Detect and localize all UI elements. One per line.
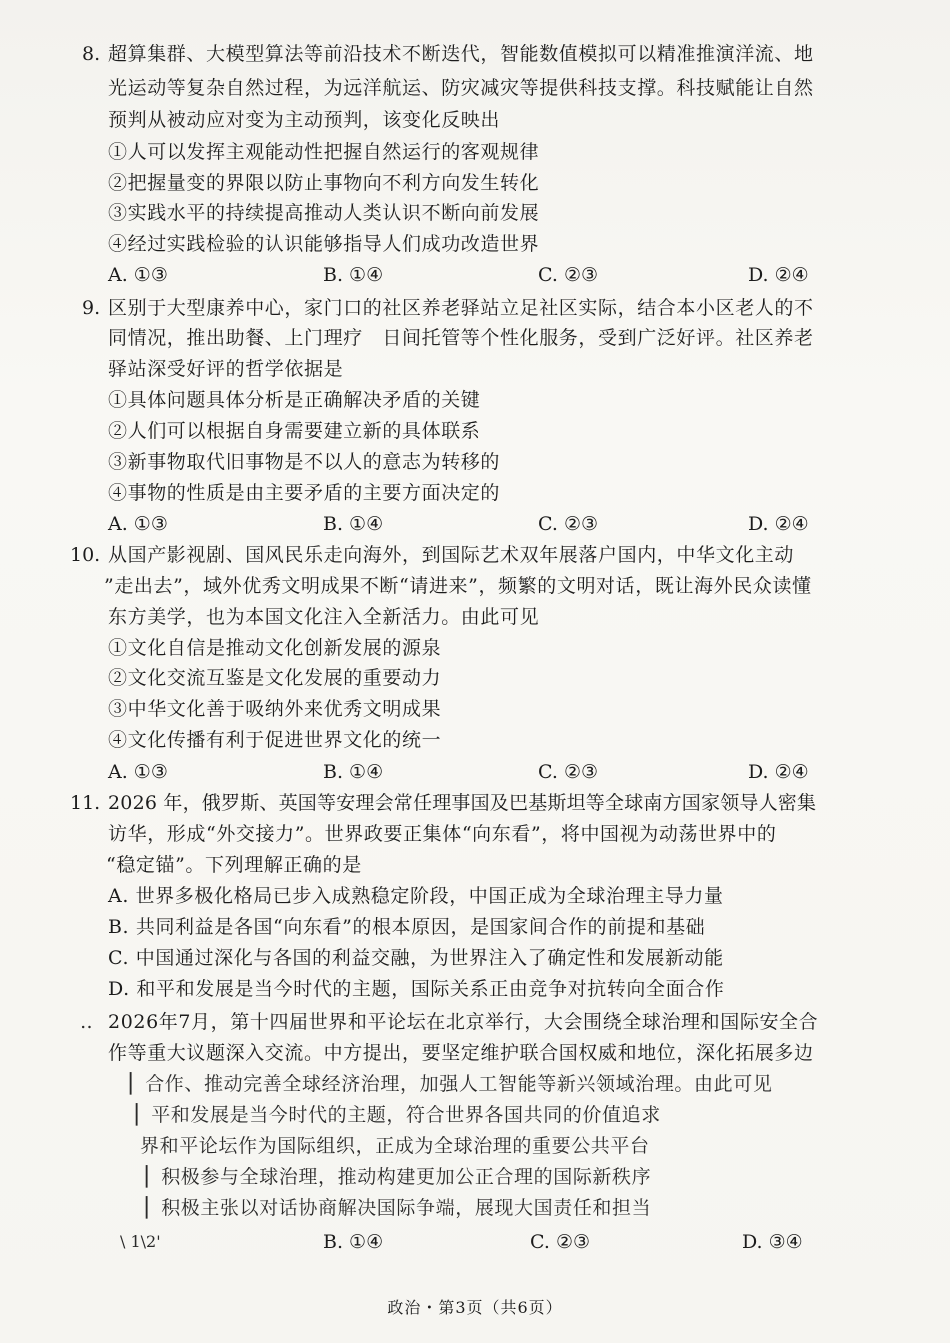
question-stem: “稳定锚”。下列理解正确的是 [106,854,362,876]
choice-b: B. ①④ [323,1231,384,1253]
choice-a: A. 世界多极化格局已步入成熟稳定阶段，中国正成为全球治理主导力量 [108,885,724,907]
statement-item: ③中华文化善于吸纳外来优秀文明成果 [108,698,442,720]
statement-item: ①文化自信是推动文化创新发展的源泉 [108,637,442,659]
choice-b: B. ①④ [323,513,384,535]
question-stem: 2026 年，俄罗斯、英国等安理会常任理事国及巴基斯坦等全球南方国家领导人密集 [108,792,817,814]
question-stem: 超算集群、大模型算法等前沿技术不断迭代，智能数值模拟可以精准推演洋流、地 [108,43,814,65]
choice-b: B. ①④ [323,264,384,286]
question-number: 11. [70,792,101,814]
question-number: 9. [82,297,101,319]
question-number: 8. [82,43,101,65]
question-stem: 作等重大议题深入交流。中方提出，要坚定维护联合国权威和地位，深化拓展多边 [108,1042,814,1064]
choice-a: \ 1\2' [120,1232,161,1251]
choice-c: C. 中国通过深化与各国的利益交融，为世界注入了确定性和发展新动能 [108,947,724,969]
question-stem: 光运动等复杂自然过程，为远洋航运、防灾减灾等提供科技支撑。科技赋能让自然 [108,77,814,99]
choice-d: D. ③④ [742,1231,803,1253]
question-stem: ▏合作、推动完善全球经济治理，加强人工智能等新兴领域治理。由此可见 [130,1073,773,1095]
question-stem: 预判从被动应对变为主动预判，该变化反映出 [108,109,501,131]
choice-c: C. ②③ [538,513,599,535]
question-number: 10. [70,544,101,566]
statement-item: ③新事物取代旧事物是不以人的意志为转移的 [108,451,501,473]
question-stem: 从国产影视剧、国风民乐走向海外，到国际艺术双年展落户国内，中华文化主动 [108,544,795,566]
question-stem: 东方美学，也为本国文化注入全新活力。由此可见 [108,606,540,628]
choice-b: B. 共同利益是各国“向东看”的根本原因，是国家间合作的前提和基础 [108,916,706,938]
choice-d: D. ②④ [748,761,809,783]
statement-item: ▏平和发展是当今时代的主题，符合世界各国共同的价值追求 [136,1104,661,1126]
statement-item: ①具体问题具体分析是正确解决矛盾的关键 [108,389,481,411]
question-stem: 访华，形成“外交接力”。世界政要正集体“向东看”，将中国视为动荡世界中的 [108,823,777,845]
question-stem: 驿站深受好评的哲学依据是 [108,358,344,380]
choice-d: D. ②④ [748,264,809,286]
statement-item: ③实践水平的持续提高推动人类认识不断向前发展 [108,202,540,224]
statement-item: ②文化交流互鉴是文化发展的重要动力 [108,667,442,689]
statement-item: ②把握量变的界限以防止事物向不利方向发生转化 [108,172,540,194]
question-stem: 同情况，推出助餐、上门理疗 日间托管等个性化服务，受到广泛好评。社区养老 [108,327,814,349]
page-footer: 政治・第3页（共6页） [387,1298,563,1317]
statement-item: ②人们可以根据自身需要建立新的具体联系 [108,420,481,442]
statement-item: ▏积极主张以对话协商解决国际争端，展现大国责任和担当 [146,1197,652,1219]
choice-c: C. ②③ [538,761,599,783]
choice-a: A. ①③ [108,513,168,535]
statement-item: ▏积极参与全球治理，推动构建更加公正合理的国际新秩序 [146,1166,652,1188]
choice-c: C. ②③ [538,264,599,286]
statement-item: ④经过实践检验的认识能够指导人们成功改造世界 [108,233,540,255]
choice-a: A. ①③ [108,761,168,783]
statement-item: ④文化传播有利于促进世界文化的统一 [108,729,442,751]
choice-c: C. ②③ [530,1231,591,1253]
statement-item: ①人可以发挥主观能动性把握自然运行的客观规律 [108,141,540,163]
choice-d: D. 和平和发展是当今时代的主题，国际关系正由竞争对抗转向全面合作 [108,978,725,1000]
question-stem: ”走出去”，域外优秀文明成果不断“请进来”，频繁的文明对话，既让海外民众读懂 [104,575,812,597]
choice-d: D. ②④ [748,513,809,535]
choice-b: B. ①④ [323,761,384,783]
question-stem: 2026年7月，第十四届世界和平论坛在北京举行，大会围绕全球治理和国际安全合 [108,1011,819,1033]
choice-a: A. ①③ [108,264,168,286]
question-stem: 区别于大型康养中心，家门口的社区养老驿站立足社区实际，结合本小区老人的不 [108,297,814,319]
statement-item: ④事物的性质是由主要矛盾的主要方面决定的 [108,482,501,504]
question-number: ‥ [80,1011,93,1033]
statement-item: 界和平论坛作为国际组织，正成为全球治理的重要公共平台 [140,1135,650,1157]
